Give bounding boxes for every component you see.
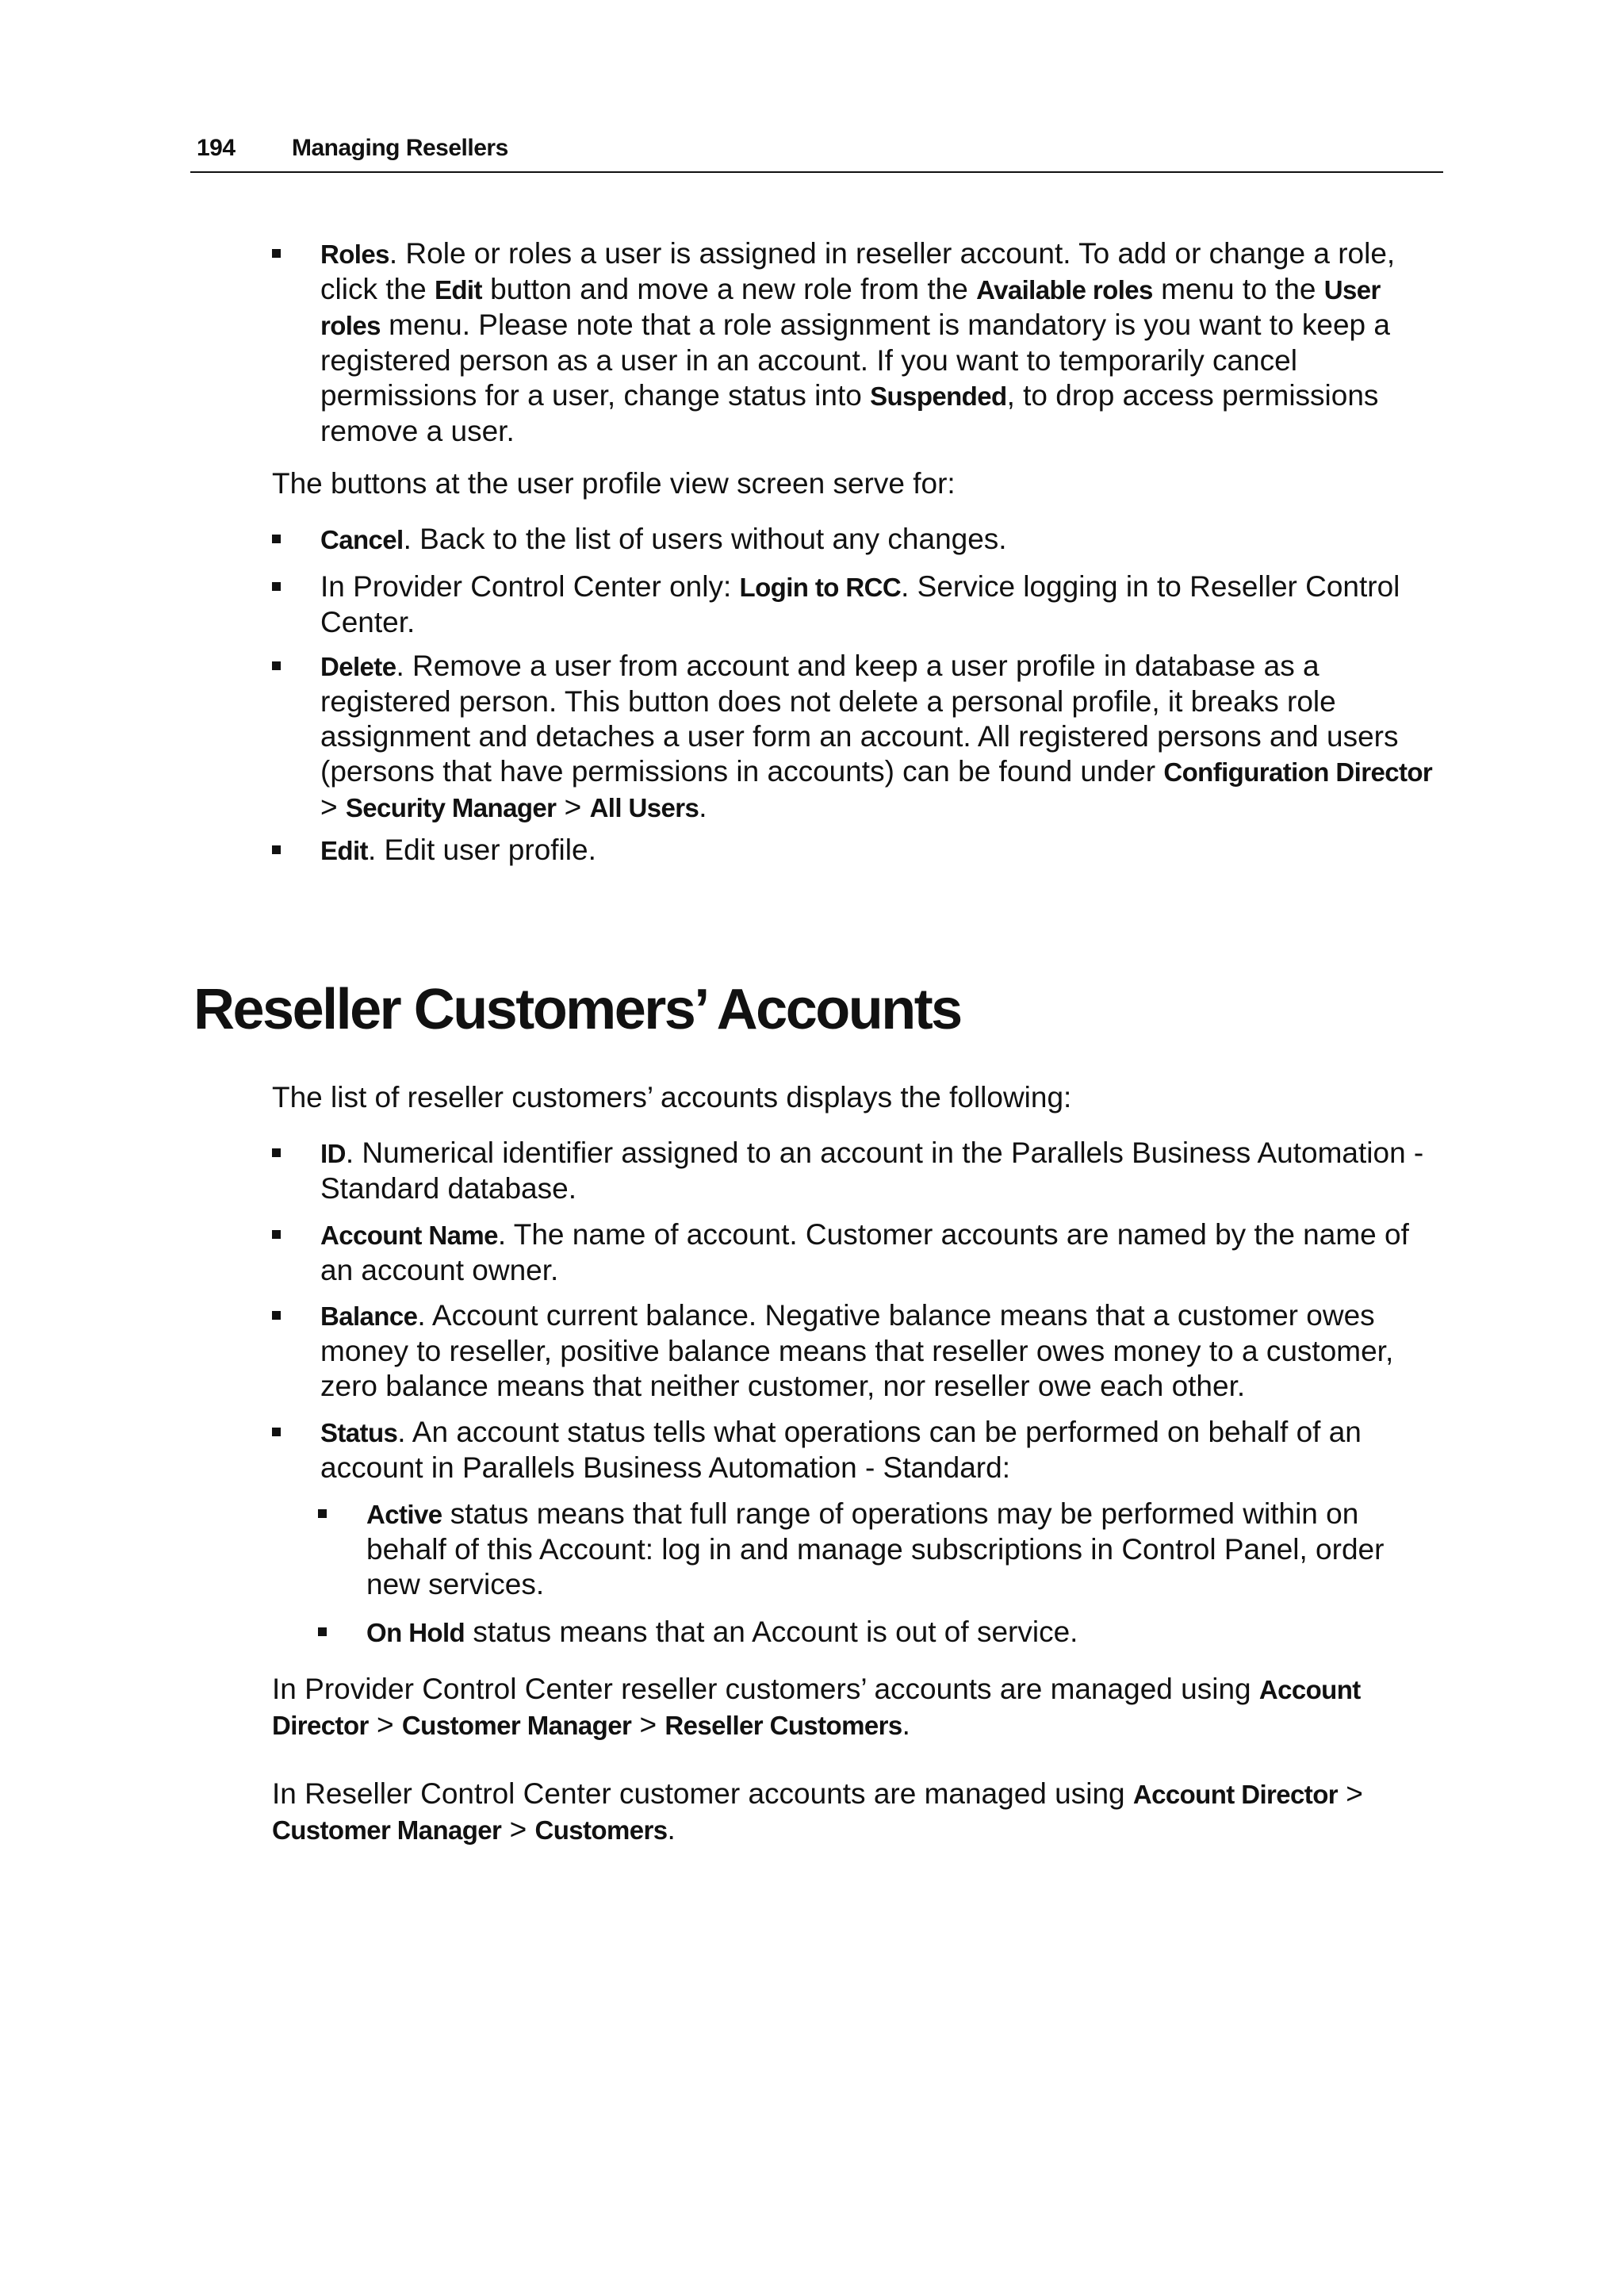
term-suspended: Suspended	[870, 381, 1007, 411]
text-run: button and move a new role from the	[481, 273, 977, 305]
bullet-marker	[318, 1509, 327, 1518]
pcc-paragraph	[272, 1672, 1446, 1743]
text-run: . Back to the list of users without any changes.	[403, 523, 1007, 555]
page-header	[190, 135, 1443, 173]
list-item-text	[320, 649, 1446, 826]
bullet-marker	[272, 1428, 281, 1436]
list-item-text	[320, 522, 1446, 558]
text-run: .	[902, 1708, 910, 1741]
text-run: status means that an Account is out of service.	[465, 1616, 1078, 1648]
term-balance: Balance	[320, 1301, 418, 1331]
path-reseller-customers: Reseller Customers	[665, 1711, 902, 1740]
text-run: In Provider Control Center reseller customers’ accounts are managed using	[272, 1673, 1259, 1705]
term-login-to-rcc: Login to RCC	[739, 573, 902, 602]
bullet-marker	[272, 661, 281, 670]
list-item-text	[320, 1298, 1446, 1404]
path-security-manager: Security Manager	[345, 793, 557, 822]
term-status: Status	[320, 1418, 398, 1447]
bullet-marker	[272, 1311, 281, 1320]
text-run: menu to the	[1152, 273, 1324, 305]
text-run: menu. Please note that a role assignment is mandatory is you want to keep a registered person as a user in an account. If you want to temporarily cancel permissions for a user, change status into	[320, 309, 1390, 412]
list-item-text	[320, 1217, 1446, 1288]
list-item-text	[320, 1136, 1446, 1206]
term-user-roles: User roles	[320, 275, 1381, 340]
term-on-hold: On Hold	[366, 1618, 465, 1647]
path-separator: >	[501, 1813, 535, 1846]
rcc-paragraph	[272, 1777, 1446, 1848]
path-customer-manager: Customer Manager	[272, 1815, 502, 1845]
bullet-marker	[272, 535, 281, 543]
text-run: status means that full range of operations may be performed within on behalf of this Account: log in and manage subscriptions in Control Panel, order new services.	[366, 1497, 1385, 1600]
term-active: Active	[366, 1500, 442, 1529]
path-configuration-director: Configuration Director	[1163, 757, 1433, 787]
path-account-director: Account Director	[272, 1675, 1361, 1740]
text-run: .	[699, 791, 707, 823]
path-separator: >	[320, 791, 346, 823]
term-id: ID	[320, 1139, 346, 1168]
term-delete: Delete	[320, 652, 396, 681]
text-run: . Role or roles a user is assigned in reseller account. To add or change a role, click the	[320, 237, 1396, 305]
path-separator: >	[368, 1708, 402, 1741]
text-run: . An account status tells what operations can be performed on behalf of an account in Parallels Business Automation - Standard:	[320, 1416, 1362, 1484]
path-customers: Customers	[534, 1815, 668, 1845]
bullet-marker	[272, 1148, 281, 1157]
list-item-text	[366, 1497, 1445, 1602]
bullet-marker	[272, 1230, 281, 1239]
path-account-director: Account Director	[1132, 1780, 1338, 1809]
text-run: . Edit user profile.	[367, 834, 596, 866]
text-run: . Remove a user from account and keep a user profile in database as a registered person. This button does not delete a personal profile, it breaks role assignment and detaches a user form an account. All registered persons and users (persons that have permissions in accounts) can be found under	[320, 650, 1399, 788]
term-roles: Roles	[320, 240, 389, 269]
list-item-text	[366, 1615, 1445, 1650]
text-run: . Service logging in to Reseller Control Center.	[320, 570, 1400, 638]
bullet-marker	[272, 249, 281, 258]
text-run: . The name of account. Customer accounts are named by the name of an account owner.	[320, 1218, 1409, 1286]
page-number: 194	[197, 135, 236, 161]
term-available-roles: Available roles	[976, 275, 1153, 305]
path-separator: >	[631, 1708, 665, 1741]
bullet-marker	[272, 582, 281, 591]
path-separator: >	[556, 791, 590, 823]
path-all-users: All Users	[589, 793, 699, 822]
bullet-marker	[318, 1627, 327, 1636]
list-item-text	[320, 569, 1446, 640]
path-separator: >	[1338, 1777, 1363, 1810]
text-run: . Numerical identifier assigned to an account in the Parallels Business Automation - Standard database.	[320, 1137, 1424, 1205]
term-edit-profile: Edit	[320, 836, 368, 865]
bullet-marker	[272, 845, 281, 854]
term-account-name: Account Name	[320, 1221, 498, 1250]
list-item-text	[320, 833, 1446, 868]
text-run: .	[667, 1813, 676, 1846]
text-run: In Provider Control Center only:	[320, 570, 740, 603]
list-intro: The list of reseller customers’ accounts displays the following:	[272, 1081, 1072, 1114]
term-edit: Edit	[434, 275, 482, 305]
text-run: , to drop access permissions remove a user.	[320, 379, 1379, 447]
path-customer-manager: Customer Manager	[401, 1711, 632, 1740]
buttons-intro: The buttons at the user profile view screen serve for:	[272, 467, 956, 500]
text-run: In Reseller Control Center customer accounts are managed using	[272, 1777, 1133, 1810]
text-run: . Account current balance. Negative balance means that a customer owes money to reseller, positive balance means that reseller owes money to a customer, zero balance means that neither customer, nor reseller owe each other.	[320, 1299, 1394, 1402]
running-section-title: Managing Resellers	[292, 135, 508, 161]
section-heading: Reseller Customers’ Accounts	[193, 978, 961, 1041]
term-cancel: Cancel	[320, 525, 404, 554]
list-item-text	[320, 1415, 1446, 1485]
list-item-text	[320, 236, 1446, 449]
